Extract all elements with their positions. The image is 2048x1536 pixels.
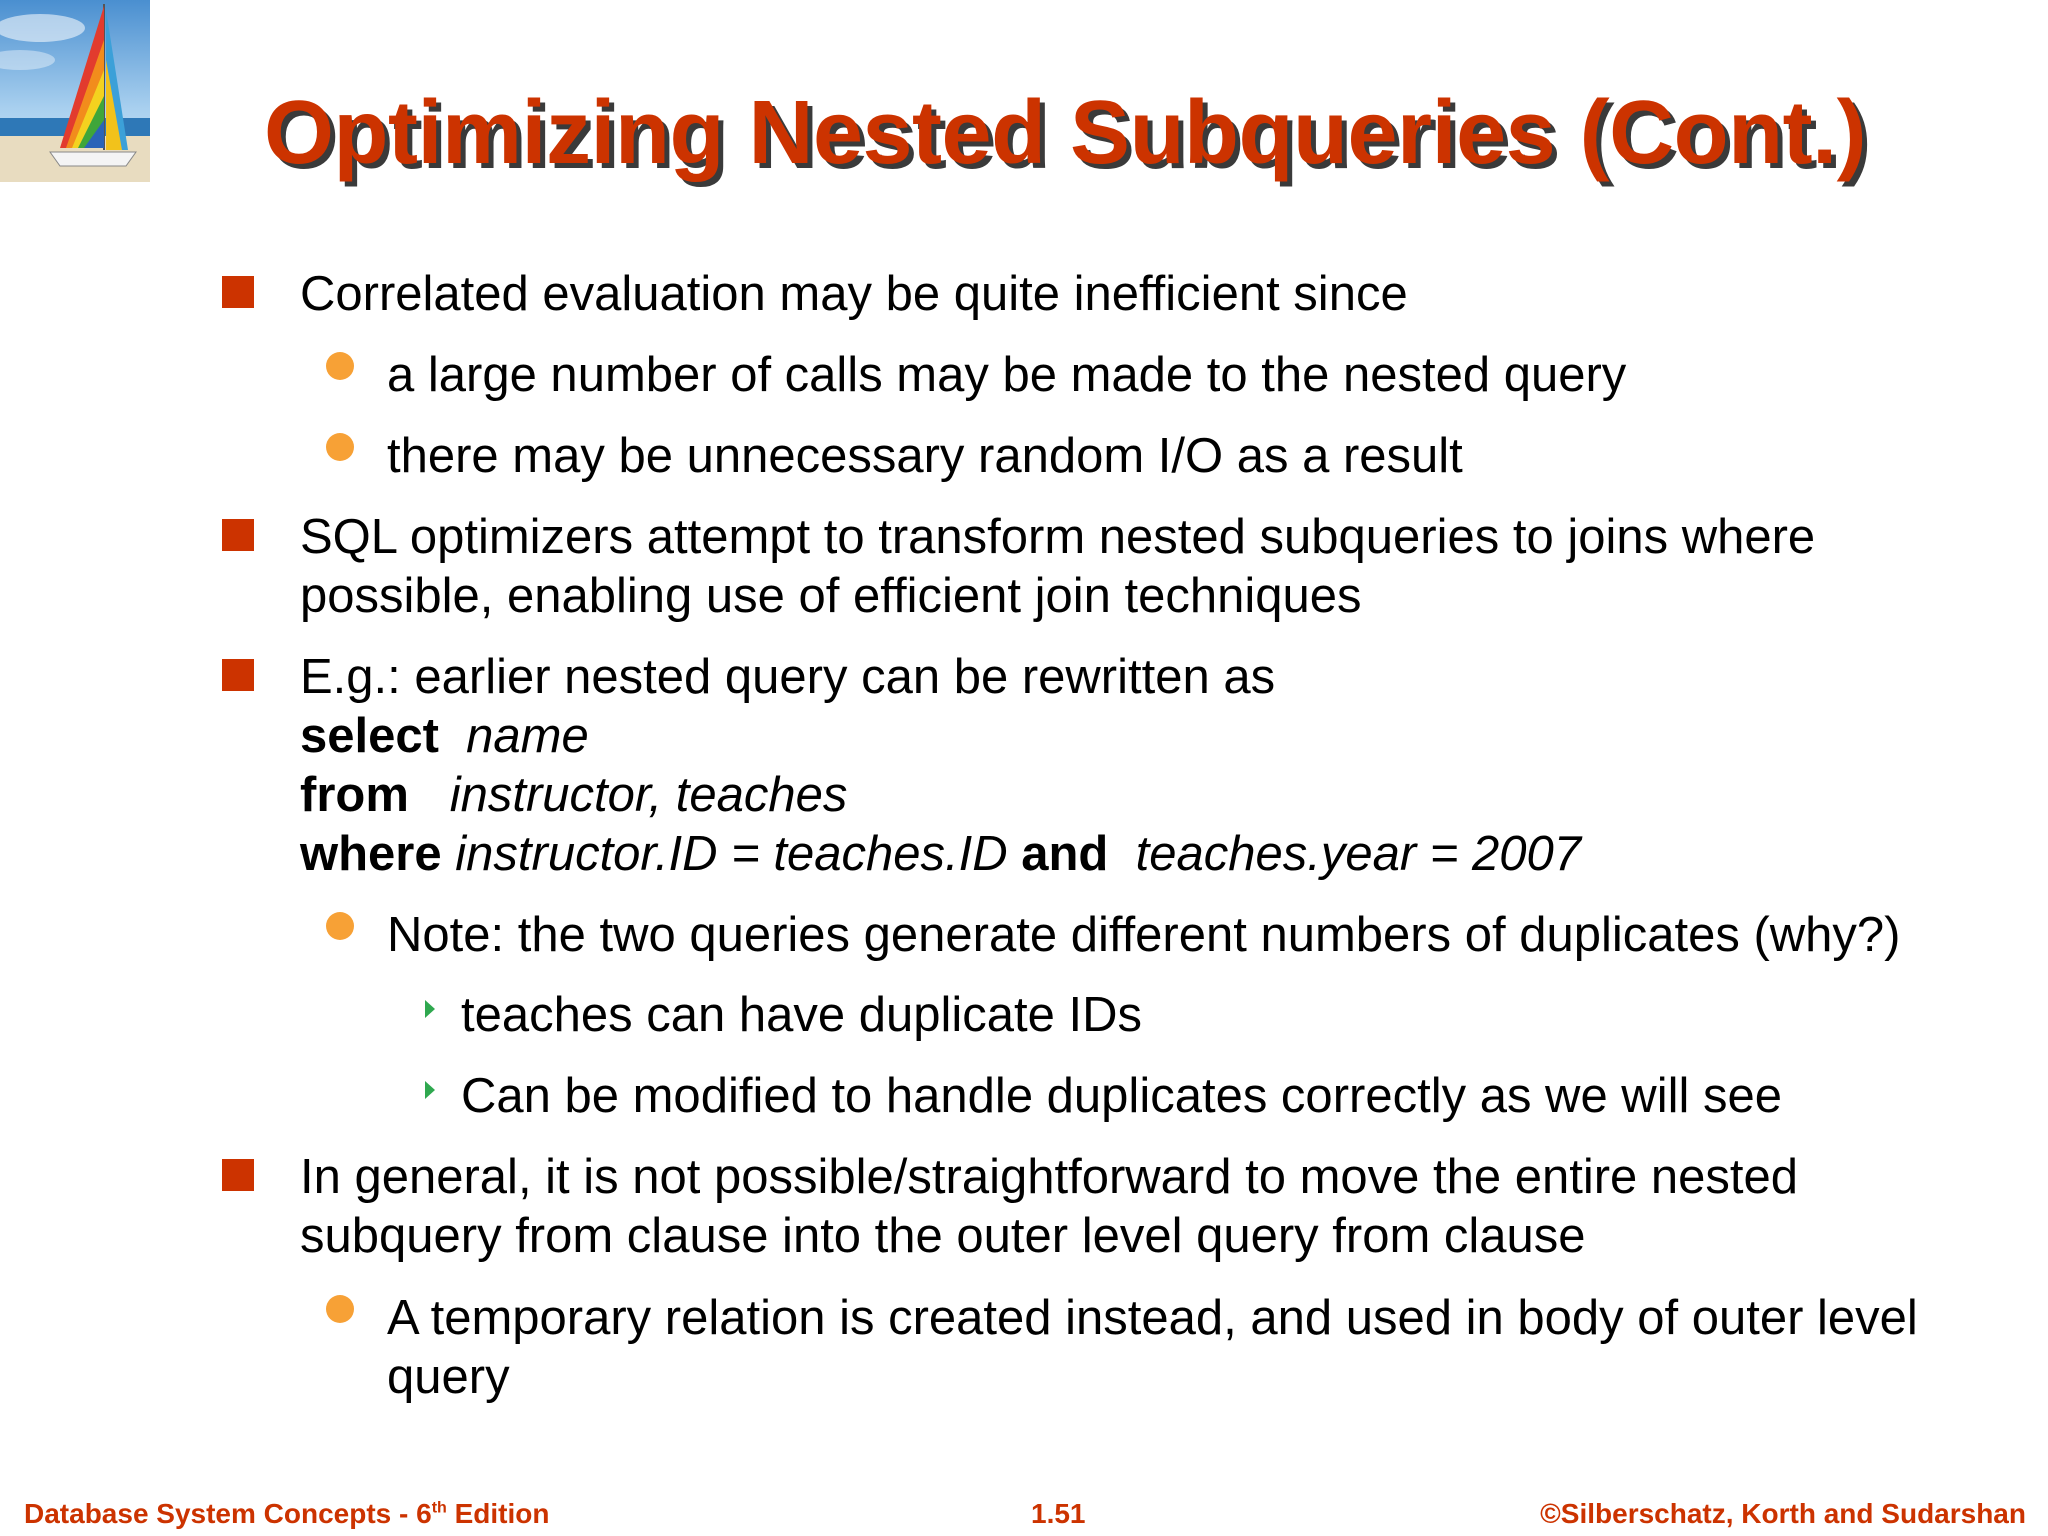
bullet-text: Note: the two queries generate different numbers of duplicates (why?)	[387, 908, 1901, 962]
footer-page-number: 1.51	[1031, 1498, 1086, 1529]
level3-bullet-icon	[425, 1081, 435, 1099]
level2-bullet-icon	[326, 352, 354, 380]
level1-bullet-icon	[222, 276, 254, 308]
sql-expression: name	[466, 709, 589, 763]
bullet-text: teaches can have duplicate IDs	[461, 988, 1142, 1042]
sql-keyword: from	[300, 768, 409, 822]
bullet-text: In general, it is not possible/straightforward to move the entire nested	[300, 1150, 1799, 1204]
sql-from-line	[300, 766, 847, 825]
level1-bullet-icon	[222, 1159, 254, 1191]
sql-keyword: select	[300, 709, 439, 763]
bullet-text: A temporary relation is created instead, and used in body of outer level	[387, 1291, 1918, 1345]
bullet-text: SQL optimizers attempt to transform nested subqueries to joins where	[300, 510, 1816, 564]
footer-book-title: Database System Concepts - 6th Edition	[24, 1498, 550, 1529]
sql-expression: teaches.year = 2007	[1135, 827, 1582, 881]
level2-bullet-icon	[326, 912, 354, 940]
sql-select-line	[300, 707, 589, 766]
sql-expression: instructor, teaches	[449, 768, 848, 822]
bullet-text: Can be modified to handle duplicates correctly as we will see	[461, 1069, 1782, 1123]
bullet-text: E.g.: earlier nested query can be rewritten as	[300, 650, 1276, 704]
level2-bullet-icon	[326, 1295, 354, 1323]
bullet-text: there may be unnecessary random I/O as a result	[387, 429, 1463, 483]
bullet-text: possible, enabling use of efficient join techniques	[300, 569, 1362, 623]
footer-copyright: ©Silberschatz, Korth and Sudarshan	[1540, 1498, 2026, 1529]
sql-expression: instructor.ID = teaches.ID	[455, 827, 1008, 881]
level3-bullet-icon	[425, 1000, 435, 1018]
bullet-text: Correlated evaluation may be quite inefficient since	[300, 267, 1408, 321]
level1-bullet-icon	[222, 659, 254, 691]
sql-keyword: where	[300, 827, 442, 881]
level2-bullet-icon	[326, 433, 354, 461]
level1-bullet-icon	[222, 519, 254, 551]
slide-title: Optimizing Nested Subqueries (Cont.)	[264, 83, 1867, 183]
sql-keyword: and	[1021, 827, 1109, 881]
bullet-text: subquery from clause into the outer level query from clause	[300, 1209, 1586, 1263]
bullet-text: a large number of calls may be made to the nested query	[387, 348, 1627, 402]
sql-where-line	[300, 825, 1581, 884]
bullet-text: query	[387, 1350, 510, 1404]
